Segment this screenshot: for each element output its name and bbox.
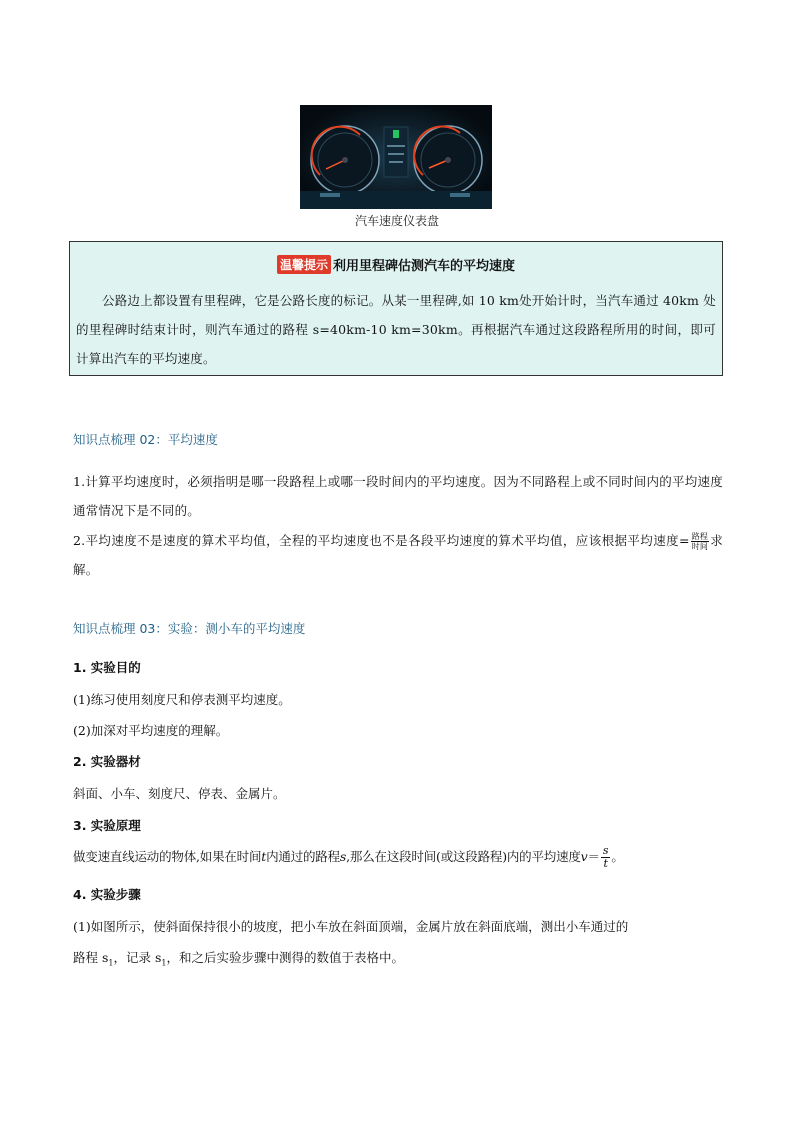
heading-aim: 1. 实验目的 xyxy=(73,660,141,675)
aim-item-1: (1)练习使用刻度尺和停表测平均速度。 xyxy=(73,692,291,707)
fraction-numerator: 路程 xyxy=(691,532,709,541)
step-1-c: ，记录 s xyxy=(113,950,162,965)
paragraph-2 xyxy=(73,526,723,584)
principle-eq: ＝ xyxy=(587,849,600,864)
dashboard-image xyxy=(300,105,492,209)
tip-badge: 温馨提示 xyxy=(277,255,331,274)
principle-mid2: ,那么在这段时间(或这段路程)内的平均速度 xyxy=(346,849,581,864)
principle-text xyxy=(73,845,624,870)
tip-box xyxy=(69,241,723,376)
step-1-line-b xyxy=(73,948,404,974)
heading-principle: 3. 实验原理 xyxy=(73,818,141,833)
heading-equipment: 2. 实验器材 xyxy=(73,754,141,769)
step-1-sub1: 1 xyxy=(108,958,114,968)
principle-fraction xyxy=(601,845,610,870)
principle-den: t xyxy=(603,857,608,870)
tip-title: 利用里程碑估测汽车的平均速度 xyxy=(333,259,516,274)
tip-header xyxy=(70,255,722,274)
principle-t: t xyxy=(261,849,267,864)
step-1-sub2: 1 xyxy=(161,958,167,968)
heading-steps: 4. 实验步骤 xyxy=(73,887,141,902)
aim-item-2: (2)加深对平均速度的理解。 xyxy=(73,723,229,738)
equipment-text: 斜面、小车、刻度尺、停表、金属片。 xyxy=(73,786,286,801)
section-title-03: 知识点梳理 03：实验：测小车的平均速度 xyxy=(73,621,306,636)
figure-caption: 汽车速度仪表盘 xyxy=(354,214,439,228)
step-1-b: 路程 s xyxy=(73,950,109,965)
paragraph-2-end: 求解。 xyxy=(73,533,723,577)
step-1-line-a: (1)如图所示，使斜面保持很小的坡度，把小车放在斜面顶端，金属片放在斜面底端，测出小车通过的 xyxy=(73,919,629,934)
step-1-d: ，和之后实验步骤中测得的数值于表格中。 xyxy=(166,950,404,965)
principle-mid: 内通过的路程 xyxy=(266,849,340,864)
tip-body: 公路边上都设置有里程碑，它是公路长度的标记。从某一里程碑,如 10 km处开始计时，当汽车通过 40km 处的里程碑时结束计时，则汽车通过的路程 s=40km-10 km=30km。再根据汽车通过这段路程所用的时间，即可计算出汽车的平均速度。 xyxy=(76,293,716,366)
principle-v: v xyxy=(580,849,588,864)
speed-fraction xyxy=(691,532,709,551)
paragraph-2-start: 2.平均速度不是速度的算术平均值，全程的平均速度也不是各段平均速度的算术平均值，应该根据平均速度= xyxy=(73,533,690,548)
principle-end: 。 xyxy=(611,849,624,864)
principle-s: s xyxy=(339,849,347,864)
paragraph-1: 1.计算平均速度时，必须指明是哪一段路程上或哪一段时间内的平均速度。因为不同路程上或不同时间内的平均速度通常情况下是不同的。 xyxy=(73,474,723,518)
principle-start: 做变速直线运动的物体,如果在时间 xyxy=(73,849,262,864)
fraction-denominator: 时间 xyxy=(691,542,709,551)
section-title-02: 知识点梳理 02：平均速度 xyxy=(73,432,218,447)
principle-num: s xyxy=(602,844,609,857)
